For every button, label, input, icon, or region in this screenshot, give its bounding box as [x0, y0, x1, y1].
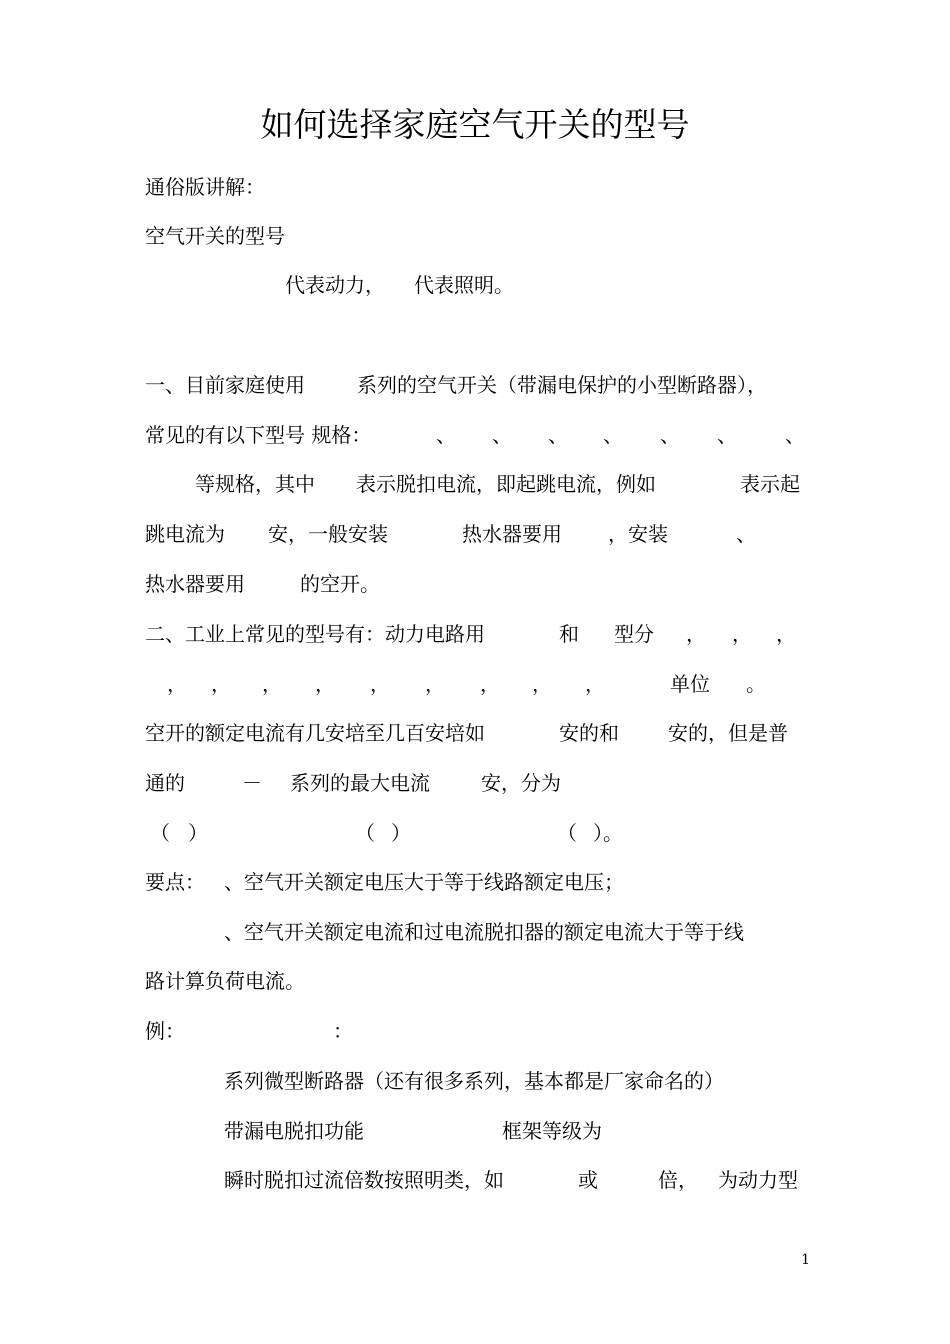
text-segment: ， [480, 672, 500, 696]
text-segment: 代表动力， [285, 273, 385, 297]
text-segment: 通的 [145, 771, 185, 795]
page-number: 1 [801, 1252, 810, 1268]
text-segment: 安，一般安装 [268, 522, 388, 546]
text-segment: 例： [145, 1019, 185, 1043]
text-segment: ）。 [593, 821, 623, 845]
text-segment: 为动力型 [718, 1168, 798, 1192]
text-line: 系列微型断路器（还有很多系列，基本都是厂家命名的） [224, 1069, 724, 1093]
text-segment: 一、目前家庭使用 [145, 373, 305, 397]
text-segment: 。 [746, 672, 766, 696]
text-segment: 或 [578, 1168, 598, 1192]
text-segment: （ [355, 821, 375, 845]
text-segment: ， [532, 672, 552, 696]
text-segment: （ [557, 821, 577, 845]
text-segment: ， [585, 672, 605, 696]
text-segment: 跳电流为 [145, 522, 225, 546]
text-segment: ， [315, 672, 335, 696]
text-segment: 热水器要用 [145, 572, 245, 596]
text-line: 、空气开关额定电流和过电流脱扣器的额定电流大于等于线 [224, 920, 744, 944]
text-segment: ， [732, 622, 752, 646]
text-segment: 、空气开关额定电压大于等于线路额定电压； [224, 870, 624, 894]
text-segment: 表示起 [740, 472, 800, 496]
text-segment: ） [391, 821, 411, 845]
text-segment: ， [370, 672, 390, 696]
text-segment: 常见的有以下型号 规格： [145, 423, 372, 447]
text-segment: 框架等级为 [502, 1119, 602, 1143]
text-segment: 系列的最大电流 [290, 771, 430, 795]
text-segment: 热水器要用 [462, 522, 562, 546]
text-segment: 表示脱扣电流，即起跳电流，例如 [356, 472, 656, 496]
text-segment: ： [333, 1019, 353, 1043]
text-segment: 、 [548, 423, 568, 447]
text-segment: 的空开。 [300, 572, 380, 596]
text-segment: － [242, 771, 262, 795]
text-segment: 、 [785, 423, 805, 447]
text-segment: ， [425, 672, 445, 696]
text-segment: 系列的空气开关（带漏电保护的小型断路器）， [357, 373, 767, 397]
text-segment: ） [188, 821, 208, 845]
text-line: 通俗版讲解： [145, 175, 265, 199]
document-title: 如何选择家庭空气开关的型号 [260, 105, 690, 144]
text-line: 路计算负荷电流。 [145, 969, 305, 993]
text-segment: 空开的额定电流有几安培至几百安培如 [145, 721, 485, 745]
text-segment: ， [167, 672, 187, 696]
text-segment: 倍， [658, 1168, 698, 1192]
text-segment: ， [211, 672, 231, 696]
text-segment: ，安装 [608, 522, 668, 546]
text-segment: 型分 [614, 622, 654, 646]
text-segment: 瞬时脱扣过流倍数按照明类，如 [224, 1168, 504, 1192]
text-segment: 要点： [145, 870, 205, 894]
text-segment: 、 [603, 423, 623, 447]
text-segment: 和 [559, 622, 579, 646]
text-segment: 安，分为 [481, 771, 561, 795]
text-segment: 、 [736, 522, 756, 546]
text-line: 空气开关的型号 [145, 224, 285, 248]
text-segment: 、 [717, 423, 737, 447]
text-segment: 、 [660, 423, 680, 447]
text-segment: ， [686, 622, 706, 646]
text-segment: 等规格，其中 [195, 472, 315, 496]
text-segment: 单位 [670, 672, 710, 696]
text-segment: 安的和 [559, 721, 619, 745]
text-segment: 带漏电脱扣功能 [224, 1119, 364, 1143]
text-segment: 二、工业上常见的型号有：动力电路用 [145, 622, 485, 646]
text-segment: ， [776, 622, 796, 646]
text-segment: （ [150, 821, 170, 845]
text-segment: 、 [492, 423, 512, 447]
text-segment: 安的，但是普 [668, 721, 788, 745]
text-segment: ， [262, 672, 282, 696]
text-segment: 、 [436, 423, 456, 447]
text-segment: 代表照明。 [414, 273, 514, 297]
